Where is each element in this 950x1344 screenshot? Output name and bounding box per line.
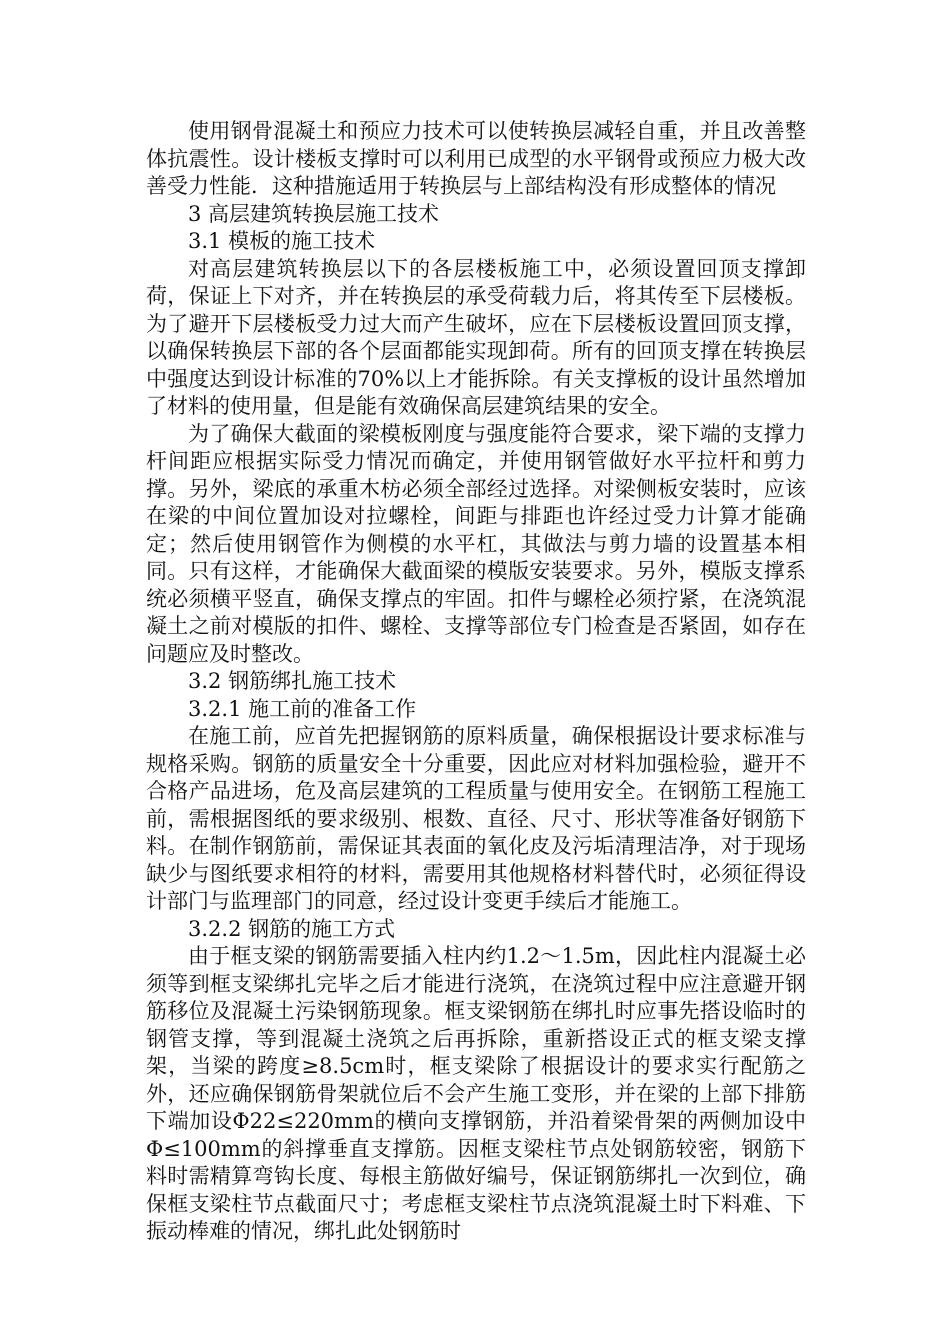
section-heading-3-2-2: 3.2.2 钢筋的施工方式 — [188, 916, 396, 941]
paragraph-intro: 使用钢骨混凝土和预应力技术可以使转换层减轻自重，并且改善整体抗震性。设计楼板支撑时可以利用已成型的水平钢骨或预应力极大改善受力性能．这种措施适用于转换层与上部结构没有形成整体的情况 — [146, 119, 806, 198]
paragraph-rebar-method: 由于框支梁的钢筋需要插入柱内约1.2～1.5m，因此柱内混凝土必须等到框支梁绑扎完毕之后才能进行浇筑，在浇筑过程中应注意避开钢筋移位及混凝土污染钢筋现象。框支梁钢筋在绑扎时应事先搭设临时的钢管支撑，等到混凝土浇筑之后再拆除，重新搭设正式的框支梁支撑架，当梁的跨度≥8.5cm时，框支梁除了根据设计的要求实行配筋之外，还应确保钢筋骨架就位后不会产生施工变形，并在梁的上部下排筋下端加设Φ22≤220mm的横向支撑钢筋，并沿着梁骨架的两侧加设中Φ≤100mm的斜撑垂直支撑筋。因框支梁柱节点处钢筋较密，钢筋下料时需精算弯钩长度、每根主筋做好编号，保证钢筋绑扎一次到位，确保框支梁柱节点截面尺寸；考虑框支梁柱节点浇筑混凝土时下料难、下振动棒难的情况，绑扎此处钢筋时 — [146, 944, 806, 1243]
document-page — [146, 118, 806, 1246]
paragraph-preparation: 在施工前，应首先把握钢筋的原料质量，确保根据设计要求标准与规格采购。钢筋的质量安全十分重要，因此应对材料加强检验，避开不合格产品进场，危及高层建筑的工程质量与使用安全。在钢筋工程施工前，需根据图纸的要求级别、根数、直径、尺寸、形状等准备好钢筋下料。在制作钢筋前，需保证其表面的氧化皮及污垢清理洁净，对于现场缺少与图纸要求相符的材料，需要用其他规格材料替代时，必须征得设计部门与监理部门的同意，经过设计变更手续后才能施工。 — [146, 724, 806, 913]
section-heading-3-2: 3.2 钢筋绑扎施工技术 — [188, 669, 397, 693]
section-heading-3-2-1: 3.2.1 施工前的准备工作 — [188, 696, 417, 721]
section-heading-3-1: 3.1 模板的施工技术 — [188, 229, 376, 253]
section-heading-3: 3 高层建筑转换层施工技术 — [188, 201, 440, 226]
paragraph-support: 对高层建筑转换层以下的各层楼板施工中，必须设置回顶支撑卸荷，保证上下对齐，并在转换层的承受荷载力后，将其传至下层楼板。为了避开下层楼板受力过大而产生破坏，应在下层楼板设置回顶支撑，以确保转换层下部的各个层面都能实现卸荷。所有的回顶支撑在转换层中强度达到设计标准的70%以上才能拆除。有关支撑板的设计虽然增加了材料的使用量，但是能有效确保高层建筑结果的安全。 — [146, 256, 806, 418]
paragraph-formwork: 为了确保大截面的梁模板刚度与强度能符合要求，梁下端的支撑力杆间距应根据实际受力情况而确定，并使用钢管做好水平拉杆和剪力撑。另外，梁底的承重木枋必须全部经过选择。对梁侧板安装时，应该在梁的中间位置加设对拉螺栓，间距与排距也许经过受力计算才能确定；然后使用钢管作为侧模的水平杠，其做法与剪力墙的设置基本相同。只有这样，才能确保大截面梁的模版安装要求。另外，模版支撑系统必须横平竖直，确保支撑点的牢固。扣件与螺栓必须拧紧，在浇筑混凝土之前对模版的扣件、螺栓、支撑等部位专门检查是否紧固，如存在问题应及时整改。 — [146, 421, 806, 666]
